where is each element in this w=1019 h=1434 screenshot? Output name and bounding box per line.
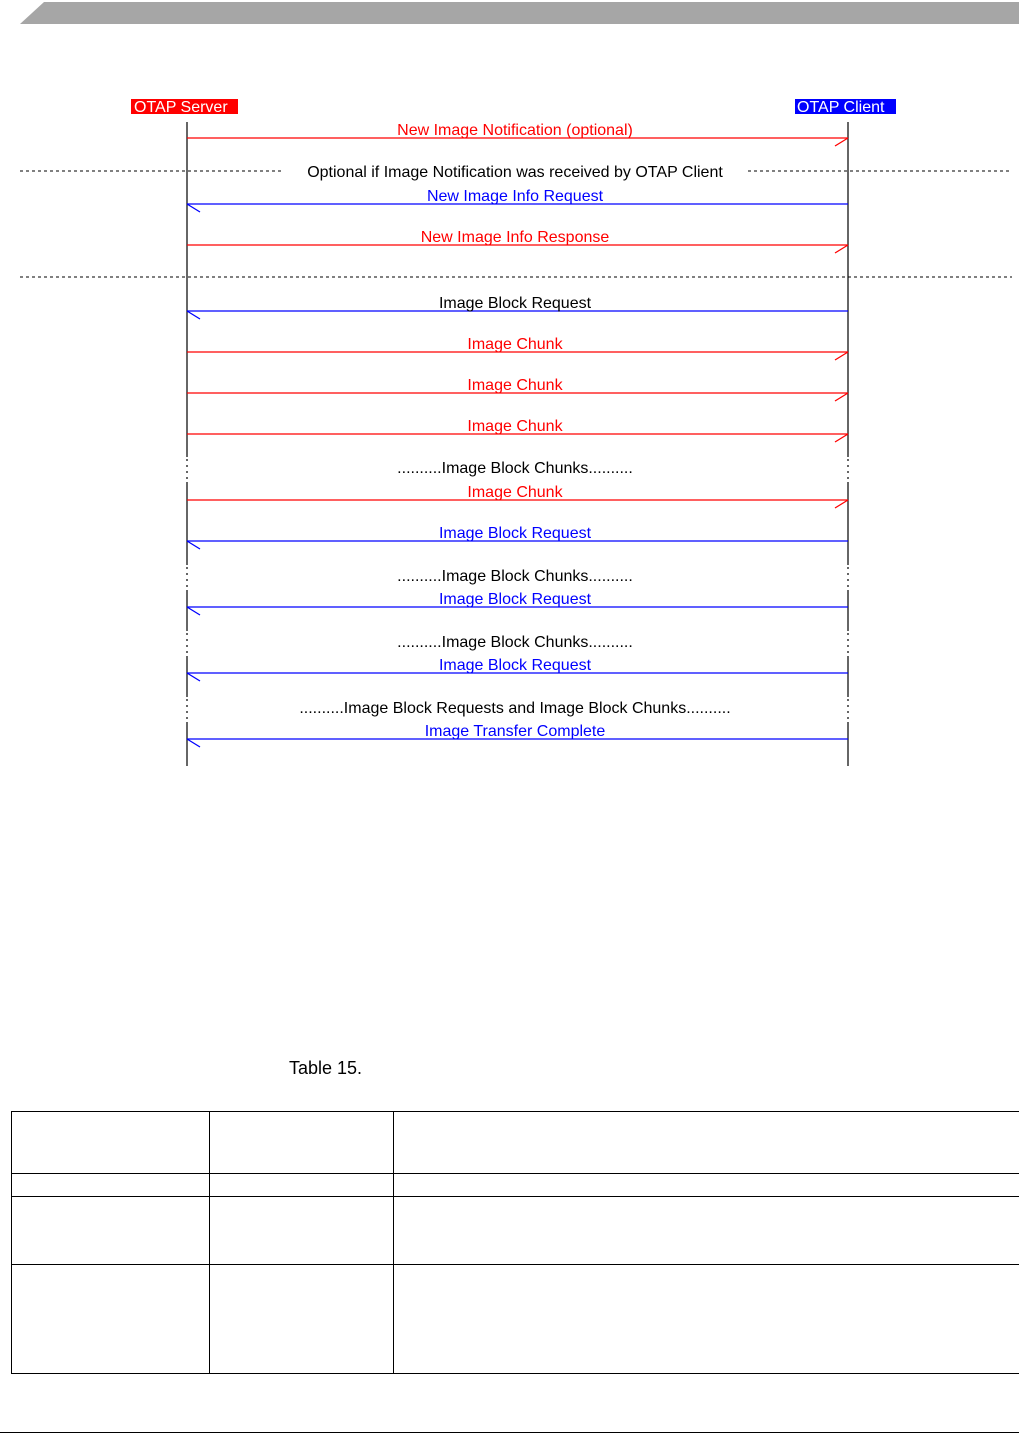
ellipsis-note: ..........Image Block Requests and Image Block Chunks.......... xyxy=(299,700,731,717)
message xyxy=(187,591,848,615)
message-label: Image Chunk xyxy=(467,484,563,501)
table-row xyxy=(12,1197,1019,1265)
arrowhead-left xyxy=(187,739,200,747)
message xyxy=(187,377,848,401)
optional-section-dividers xyxy=(20,160,1012,277)
arrowhead-right xyxy=(835,245,848,253)
arrowhead-right xyxy=(835,393,848,401)
arrowhead-right xyxy=(835,138,848,146)
arrowhead-right xyxy=(835,500,848,508)
arrowhead-left xyxy=(187,673,200,681)
message xyxy=(187,418,848,442)
message-label: Image Block Request xyxy=(438,295,592,312)
message-label: Image Transfer Complete xyxy=(424,723,606,740)
message xyxy=(187,484,848,508)
arrowhead-right xyxy=(835,352,848,360)
message-label: Image Chunk xyxy=(467,377,563,394)
ellipsis-note: ..........Image Block Chunks.......... xyxy=(397,568,633,585)
table-cell xyxy=(12,1112,210,1174)
message xyxy=(187,657,848,681)
message-label: Image Chunk xyxy=(467,418,563,435)
table-cell xyxy=(210,1174,394,1197)
message xyxy=(187,336,848,360)
table-row xyxy=(12,1112,1019,1174)
message-label: Image Block Request xyxy=(438,591,592,608)
message xyxy=(187,723,848,747)
ellipsis-note: ..........Image Block Chunks.......... xyxy=(397,460,633,477)
message xyxy=(187,525,848,549)
message xyxy=(187,188,848,212)
optional-note: Optional if Image Notification was received by OTAP Client xyxy=(307,164,723,181)
client-label: OTAP Client xyxy=(797,99,885,116)
table-cell xyxy=(210,1265,394,1374)
table-cell xyxy=(12,1265,210,1374)
arrowhead-left xyxy=(187,204,200,212)
message-label: New Image Notification (optional) xyxy=(397,122,633,139)
table-row xyxy=(12,1265,1019,1374)
ellipsis-note: ..........Image Block Chunks.......... xyxy=(397,634,633,651)
table-cell xyxy=(394,1112,1019,1174)
message-label: Image Block Request xyxy=(438,657,592,674)
message xyxy=(187,122,848,146)
table-caption: Table 15. xyxy=(289,1058,363,1078)
footer-rule xyxy=(0,1432,1019,1433)
arrowhead-right xyxy=(835,434,848,442)
table-cell xyxy=(394,1174,1019,1197)
table-cell xyxy=(12,1197,210,1265)
message-label: New Image Info Request xyxy=(426,188,604,205)
message xyxy=(187,295,848,319)
participants xyxy=(131,99,896,116)
message-label: Image Block Request xyxy=(438,525,592,542)
table-row xyxy=(12,1174,1019,1197)
arrowhead-left xyxy=(187,607,200,615)
arrowhead-left xyxy=(187,541,200,549)
message-label: New Image Info Response xyxy=(420,229,610,246)
message xyxy=(187,229,848,253)
table-cell xyxy=(12,1174,210,1197)
document-table xyxy=(11,1111,1019,1374)
table-cell xyxy=(210,1112,394,1174)
message-label: Image Chunk xyxy=(467,336,563,353)
table-cell xyxy=(394,1197,1019,1265)
table-cell xyxy=(210,1197,394,1265)
server-label: OTAP Server xyxy=(134,99,228,116)
messages xyxy=(187,122,848,747)
arrowhead-left xyxy=(187,311,200,319)
table-cell xyxy=(394,1265,1019,1374)
